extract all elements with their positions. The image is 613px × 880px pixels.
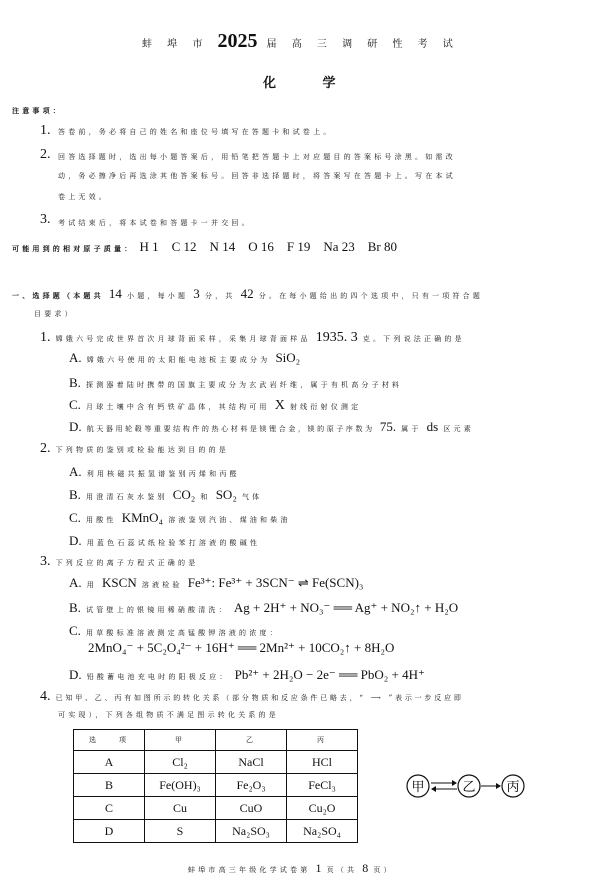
exam-year: 2025 bbox=[217, 30, 258, 52]
q3-c-label: C. bbox=[69, 623, 81, 638]
q2-b-so2: SO₂ bbox=[215, 487, 237, 502]
notice-2-line2: 动，务必擦净后再选涂其他答案标号。回答非选择题时，将答案写在答题卡上。写在本试 bbox=[58, 172, 456, 180]
q3-a-equation: Fe³⁺: Fe³⁺ + 3SCN⁻ ⇌ Fe(SCN)₃ bbox=[187, 575, 364, 590]
table-cell: Cu bbox=[145, 797, 216, 820]
q1-d-text-b: 属于 bbox=[401, 425, 422, 433]
q1-c-x: X bbox=[274, 398, 285, 413]
exam-title-rest: 届 高 三 调 研 性 考 试 bbox=[266, 39, 459, 50]
q1-d-ds: ds bbox=[426, 419, 439, 434]
q2-b-text-a: 用澄清石灰水鉴别 bbox=[86, 493, 168, 501]
section-heading bbox=[12, 283, 483, 302]
q1-a-label: A. bbox=[69, 350, 82, 365]
footer-total: 8 bbox=[362, 861, 369, 875]
table-header-cell: 甲 bbox=[145, 730, 216, 751]
q4-stem-line1: 已知甲、乙、丙有如图所示的转化关系（部分物质和反应条件已略去，“ ⟶ ”表示一步反应即 bbox=[55, 694, 464, 702]
notice-3-text: 考试结束后，将本试卷和答题卡一并交回。 bbox=[58, 219, 252, 227]
q2-option-b[interactable] bbox=[69, 484, 262, 503]
q3-b-label: B. bbox=[69, 600, 81, 615]
q2-b-and: 和 bbox=[200, 493, 211, 501]
table-row bbox=[74, 751, 358, 774]
q3-a-kscn: KSCN bbox=[102, 575, 137, 590]
arrow-head-icon bbox=[496, 783, 501, 789]
footer-left: 蚌埠市高三年级化学试卷第 bbox=[188, 866, 311, 874]
q3-a-label: A. bbox=[69, 575, 82, 590]
table-cell: D bbox=[74, 820, 145, 843]
section-line2: 目要求） bbox=[34, 310, 75, 318]
q2-d-text: 用蓝色石蕊试纸检验苯打溶液的酸碱性 bbox=[86, 539, 261, 547]
table-row bbox=[74, 797, 358, 820]
q2-option-a[interactable] bbox=[69, 461, 240, 480]
q1-a-formula: SiO₂ bbox=[275, 350, 301, 365]
table-header-cell: 丙 bbox=[287, 730, 358, 751]
table-cell: Cu₂O bbox=[287, 797, 358, 820]
q1-option-b[interactable] bbox=[69, 372, 402, 391]
q2-c-text-b: 溶液鉴别汽油、煤油和柴油 bbox=[168, 516, 291, 524]
table-cell: S bbox=[145, 820, 216, 843]
atomic-mass-label: 可能用到的相对原子质量： bbox=[12, 244, 135, 253]
table-cell: B bbox=[74, 774, 145, 797]
q3-stem-text: 下列反应的离子方程式正确的是 bbox=[55, 559, 199, 567]
notice-1-text: 答卷前，务必将自己的姓名和座位号填写在答题卡和试卷上。 bbox=[58, 128, 334, 136]
atomic-mass-line bbox=[12, 236, 397, 255]
table-cell: Fe(OH)₃ bbox=[145, 774, 216, 797]
q1-c-text-b: 射线衍射仪测定 bbox=[289, 403, 362, 411]
notice-2-line3: 卷上无效。 bbox=[58, 193, 109, 201]
section-mid1: 小题，每小题 bbox=[127, 292, 189, 300]
q1-mass: 1935. 3 bbox=[315, 330, 358, 345]
table-cell: Fe₂O₃ bbox=[216, 774, 287, 797]
section-mid2: 分，共 bbox=[204, 292, 236, 300]
q2-a-text: 利用核磁共振氢谱鉴别丙烯和丙醛 bbox=[86, 470, 240, 478]
q3-c-equation: 2MnO₄⁻ + 5C₂O₄²⁻ + 16H⁺ ══ 2Mn²⁺ + 10CO₂↑ + 8H₂O bbox=[88, 640, 395, 655]
q1-option-a[interactable] bbox=[69, 347, 300, 366]
table-header-row bbox=[74, 730, 358, 751]
q2-d-label: D. bbox=[69, 533, 82, 548]
footer-page: 1 bbox=[315, 861, 322, 875]
table-cell: NaCl bbox=[216, 751, 287, 774]
subject-title: 化 学 bbox=[263, 76, 336, 91]
q1-d-num: 75. bbox=[379, 419, 397, 434]
section-count: 14 bbox=[108, 286, 122, 301]
q1-stem-b: 克。下列说法正确的是 bbox=[362, 335, 465, 343]
footer-right: 页） bbox=[373, 866, 394, 874]
q2-option-d[interactable] bbox=[69, 530, 260, 549]
table-header-cell: 乙 bbox=[216, 730, 287, 751]
q3-d-label: D. bbox=[69, 667, 82, 682]
q3-option-c[interactable] bbox=[69, 620, 280, 639]
q4-stem-line2: 可实现），下列各组物质不满足图示转化关系的是 bbox=[58, 711, 279, 719]
q3-d-text: 铅酸蓄电池充电时的阳极反应： bbox=[86, 673, 230, 681]
q3-num: 3. bbox=[40, 554, 51, 569]
table-cell: HCl bbox=[287, 751, 358, 774]
table-row bbox=[74, 820, 358, 843]
exam-city: 蚌 埠 市 bbox=[142, 39, 209, 50]
notice-2-line1: 回答选择题时，选出每小题答案后，用铅笔把答题卡上对应题目的答案标号涂黑。如需改 bbox=[58, 153, 456, 161]
q1-option-d[interactable] bbox=[69, 416, 474, 435]
section-total: 42 bbox=[240, 286, 254, 301]
table-row bbox=[74, 774, 358, 797]
transformation-diagram bbox=[405, 769, 525, 803]
section-points: 3 bbox=[193, 286, 200, 301]
q1-d-text-c: 区元素 bbox=[443, 425, 474, 433]
q1-b-label: B. bbox=[69, 375, 81, 390]
q3-a-text-a: 用 bbox=[86, 581, 97, 589]
q3-option-b[interactable] bbox=[69, 597, 458, 616]
q3-option-d[interactable] bbox=[69, 664, 425, 683]
notice-heading: 注意事项： bbox=[12, 106, 63, 115]
arrow-head-icon bbox=[431, 786, 436, 792]
table-cell: Cl₂ bbox=[145, 751, 216, 774]
table-cell: A bbox=[74, 751, 145, 774]
q1-c-label: C. bbox=[69, 397, 81, 412]
q1-a-text: 嫦娥六号使用的太阳能电池板主要成分为 bbox=[86, 356, 271, 364]
table-cell: Na₂SO₃ bbox=[216, 820, 287, 843]
table-cell: FeCl₃ bbox=[287, 774, 358, 797]
q2-num: 2. bbox=[40, 441, 51, 456]
section-prefix: 一、选择题（本题共 bbox=[12, 291, 104, 300]
q3-a-text-b: 溶液检验 bbox=[141, 581, 183, 589]
q4-num: 4. bbox=[40, 689, 51, 704]
q4-stem bbox=[40, 685, 464, 705]
q4-options-table bbox=[73, 729, 358, 843]
q2-a-label: A. bbox=[69, 464, 82, 479]
page-footer bbox=[188, 857, 394, 876]
notice-2-num: 2. bbox=[40, 147, 51, 162]
q3-option-a[interactable] bbox=[69, 572, 363, 591]
q2-stem-text: 下列物质的鉴别或检验能达到目的的是 bbox=[55, 446, 229, 454]
q2-b-text-b: 气体 bbox=[241, 493, 263, 501]
q2-b-label: B. bbox=[69, 487, 81, 502]
q1-d-label: D. bbox=[69, 419, 82, 434]
q1-c-text-a: 月球土壤中含有钙铁矿晶体，其结构可用 bbox=[86, 403, 270, 411]
q3-b-text: 试管壁上的银镜用稀硝酸清洗： bbox=[86, 606, 229, 614]
yi-label: 乙 bbox=[462, 780, 476, 795]
q3-c-text: 用草酸标准溶液测定高锰酸钾溶液的浓度： bbox=[86, 629, 280, 637]
bing-label: 丙 bbox=[506, 780, 520, 795]
q1-stem-a: 嫦娥六号完成世界首次月球背面采样，采集月球背面样品 bbox=[55, 335, 311, 343]
notice-1-num: 1. bbox=[40, 123, 51, 138]
q1-b-text: 探测器着陆时携带的国旗主要成分为玄武岩纤维，属于有机高分子材料 bbox=[86, 381, 403, 389]
q1-option-c[interactable] bbox=[69, 394, 361, 414]
table-header-cell: 选 项 bbox=[74, 730, 145, 751]
q2-stem bbox=[40, 437, 229, 457]
q2-c-label: C. bbox=[69, 510, 81, 525]
q3-d-equation: Pb²⁺ + 2H₂O − 2e⁻ ══ PbO₂ + 4H⁺ bbox=[234, 667, 425, 682]
footer-mid: 页（共 bbox=[326, 866, 358, 874]
notice-3-num: 3. bbox=[40, 212, 51, 227]
jia-label: 甲 bbox=[411, 780, 425, 795]
q3-stem bbox=[40, 550, 198, 570]
q1-d-text-a: 航天器用轮毂等重要结构件的热心材料是镁锂合金，镁的原子序数为 bbox=[86, 425, 375, 433]
q2-b-co2: CO₂ bbox=[172, 487, 196, 502]
table-cell: Na₂SO₄ bbox=[287, 820, 358, 843]
table-cell: C bbox=[74, 797, 145, 820]
arrow-head-icon bbox=[452, 780, 457, 786]
q2-option-c[interactable] bbox=[69, 507, 291, 526]
atomic-mass-values: H 1 C 12 N 14 O 16 F 19 Na 23 Br 80 bbox=[139, 239, 397, 254]
q2-c-text-a: 用酸性 bbox=[86, 516, 117, 524]
q1-num: 1. bbox=[40, 330, 51, 345]
q2-c-kmno4: KMnO₄ bbox=[121, 510, 164, 525]
q1-stem bbox=[40, 326, 465, 346]
table-cell: CuO bbox=[216, 797, 287, 820]
q3-b-equation: Ag + 2H⁺ + NO₃⁻ ══ Ag⁺ + NO₂↑ + H₂O bbox=[233, 600, 459, 615]
section-suffix: 分。在每小题给出的四个选项中，只有一项符合题 bbox=[258, 292, 484, 300]
exam-title bbox=[142, 30, 459, 53]
